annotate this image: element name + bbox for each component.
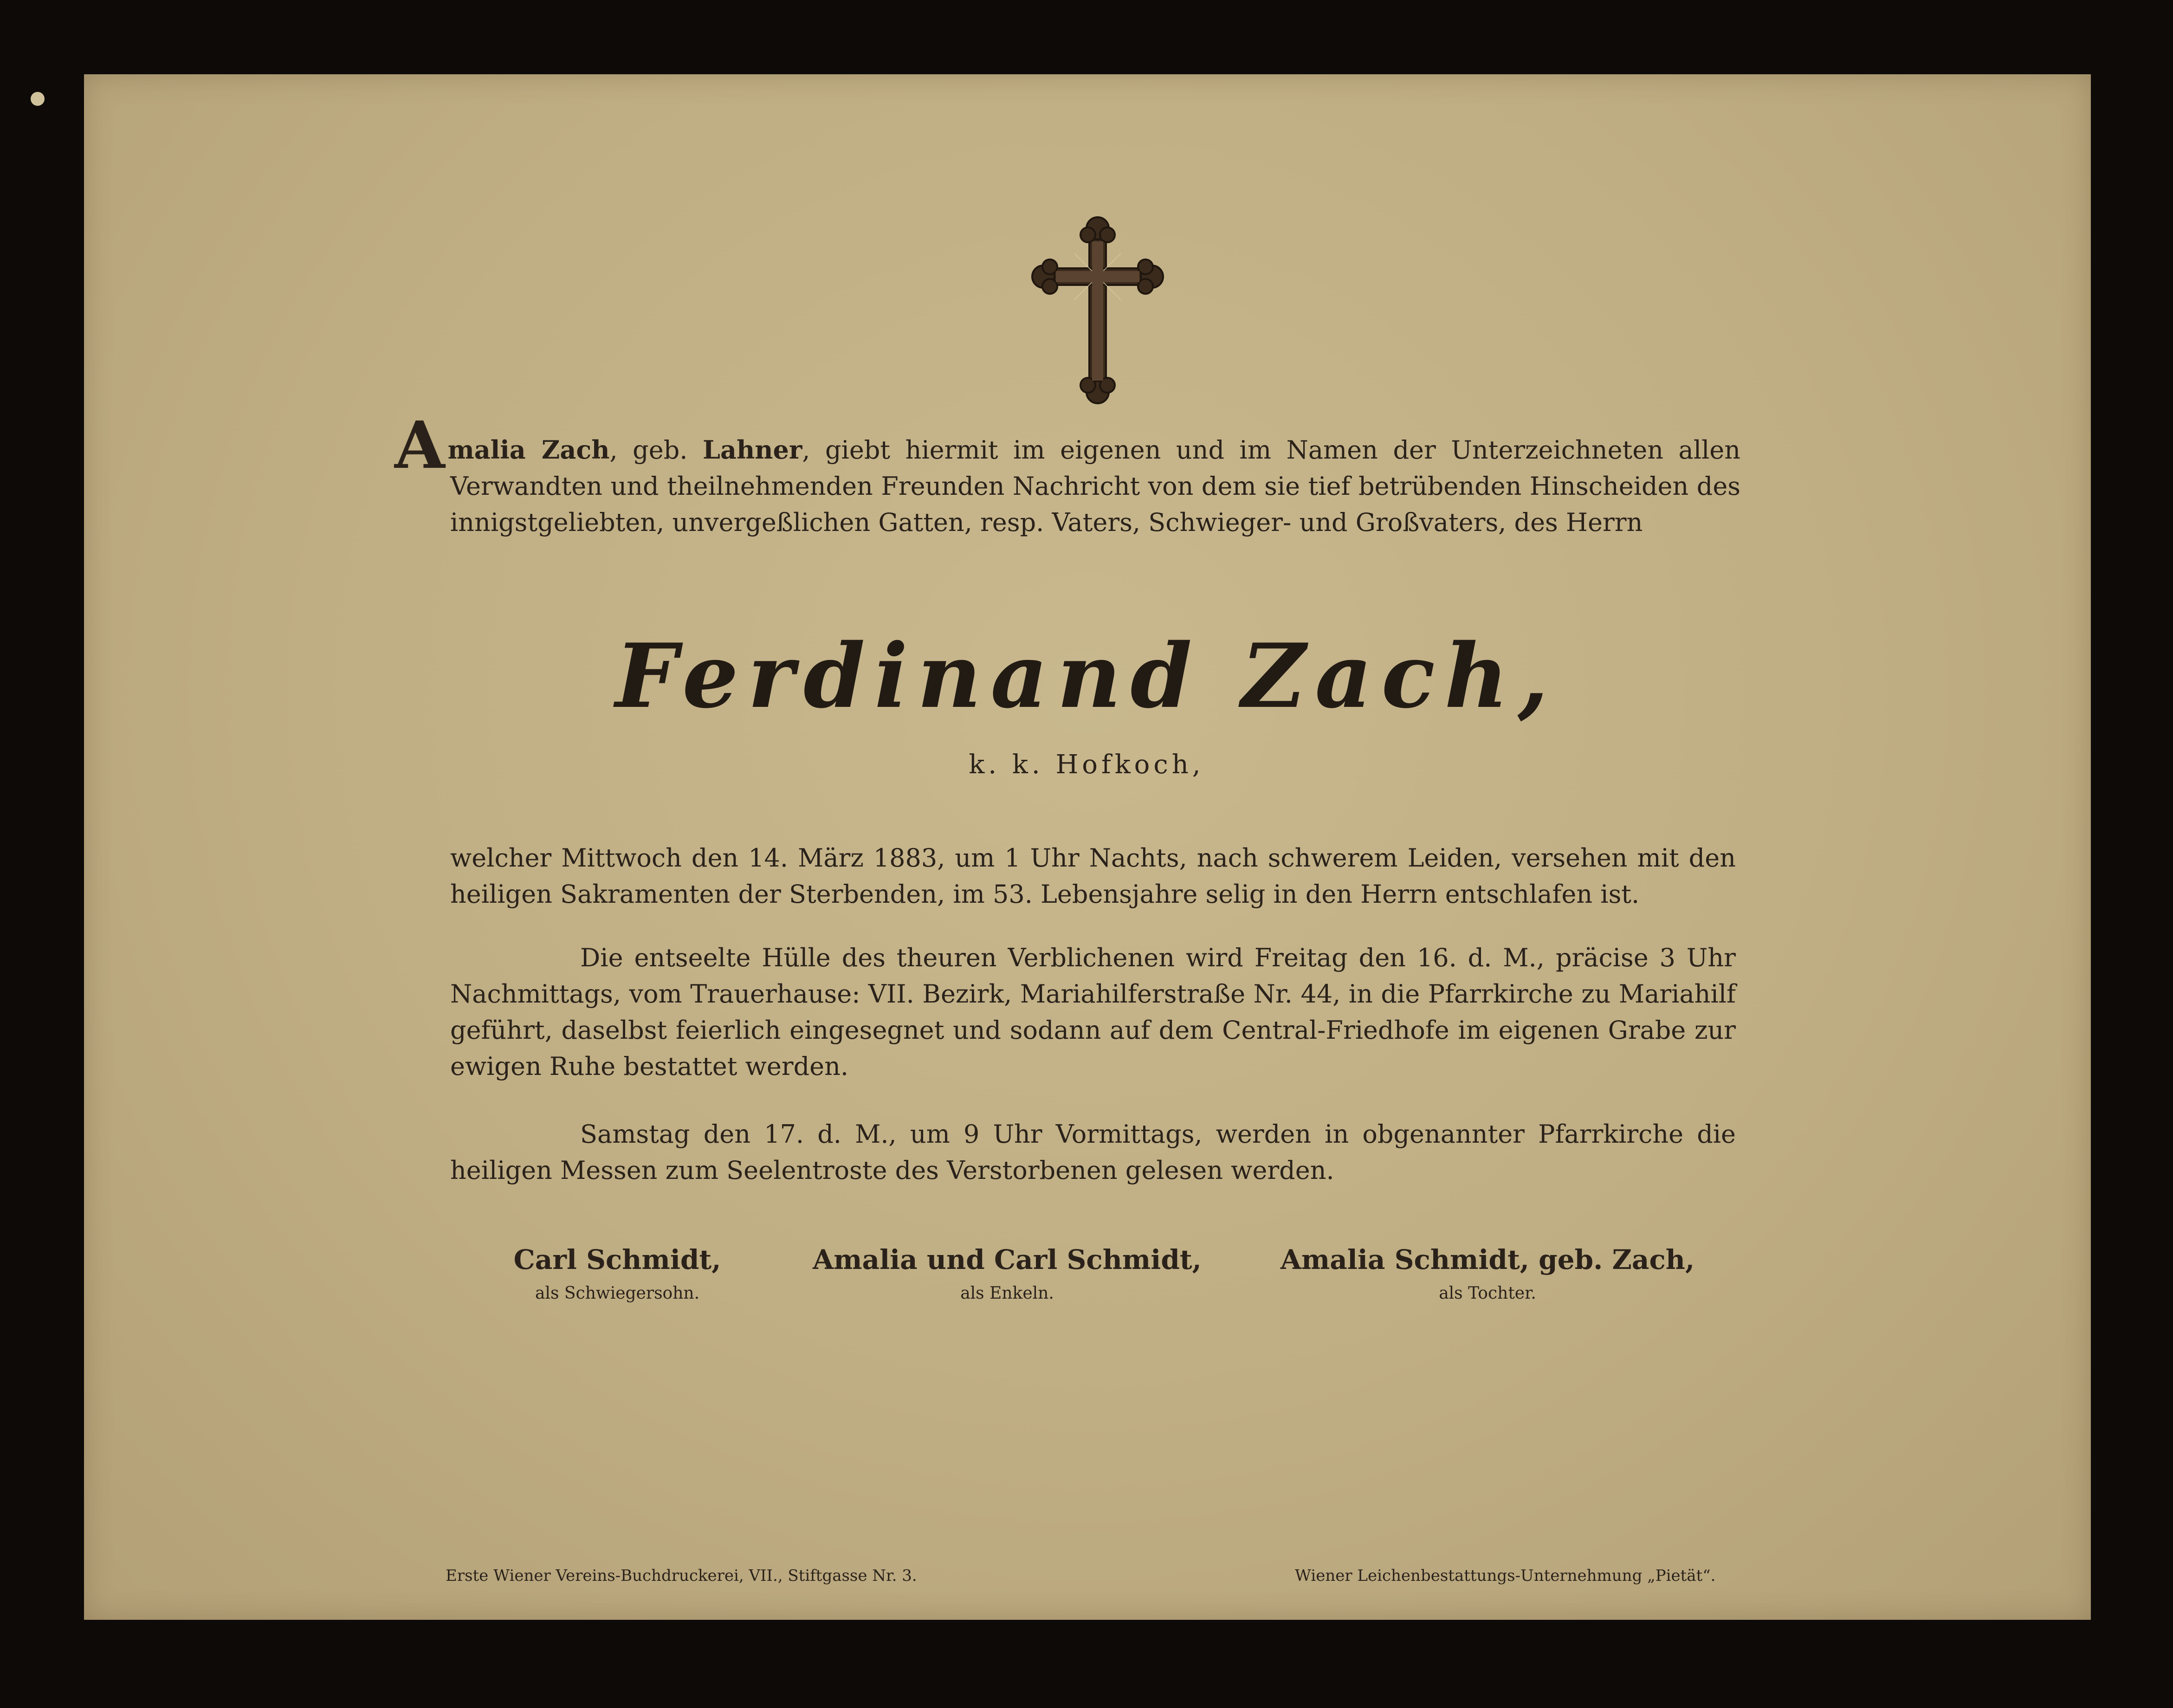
deceased-name: Ferdinand Zach, [615,624,1558,728]
death-paragraph: welcher Mittwoch den 14. März 1883, um 1 Uhr Nachts, nach schwerem Leiden, versehen mit den heiligen Sakramenten der Sterbenden, im 53. Lebensjahre selig in den Herrn entschlafen ist. [450,843,1736,909]
trefoil-cross-icon [1030,214,1165,408]
signatory-role: als Schwiegersohn. [535,1284,700,1303]
signatory-name: Amalia Schmidt, geb. Zach, [1280,1244,1695,1275]
signatory [1239,1244,1736,1303]
intro-text: , giebt hiermit im eigenen und im Namen der Unterzeichneten allen Verwandten und theilnehmenden Freunden Nachricht von dem sie tief betrübenden Hinscheiden des innigstgeliebten, unvergeßlichen Gatten, resp. Vaters, Schwieger- und Großvaters, des Herrn [450,435,1740,537]
signatory-role: als Tochter. [1439,1284,1536,1303]
deceased-title: k. k. Hofkoch, [969,750,1204,780]
widow-name: malia Zach [447,435,610,465]
signatories [450,1244,1736,1318]
maiden-name: Lahner [702,435,802,465]
funeral-paragraph: Die entseelte Hülle des theuren Verblichenen wird Freitag den 16. d. M., präcise 3 Uhr Nachmittags, vom Trauerhause: VII. Bezirk, Mariahilferstraße Nr. 44, in die Pfarrkirche zu Mariahilf geführt, daselbst feierlich eingesegnet und sodann auf dem Central-Friedhofe im eigenen Grabe zur ewigen Ruhe bestattet werden. [450,943,1736,1081]
printer-imprint: Erste Wiener Vereins-Buchdruckerei, VII., Stiftgasse Nr. 3. [446,1566,917,1585]
intro-paragraph [395,408,1740,541]
signatory-name: Carl Schmidt, [513,1244,721,1275]
decorative-initial: A [395,408,445,484]
signatory [469,1244,766,1303]
signatory-role: als Enkeln. [960,1284,1054,1303]
undertaker-imprint: Wiener Leichenbestattungs-Unternehmung „Pietät“. [1295,1566,1716,1585]
signatory-name: Amalia und Carl Schmidt, [813,1244,1202,1275]
mass-paragraph: Samstag den 17. d. M., um 9 Uhr Vormittags, werden in obgenannter Pfarrkirche die heiligen Messen zum Seelentroste des Verstorbenen gelesen werden. [450,1119,1736,1185]
pin-hole-mark [31,92,45,106]
born-prefix: , geb. [609,435,703,465]
signatory [803,1244,1211,1303]
